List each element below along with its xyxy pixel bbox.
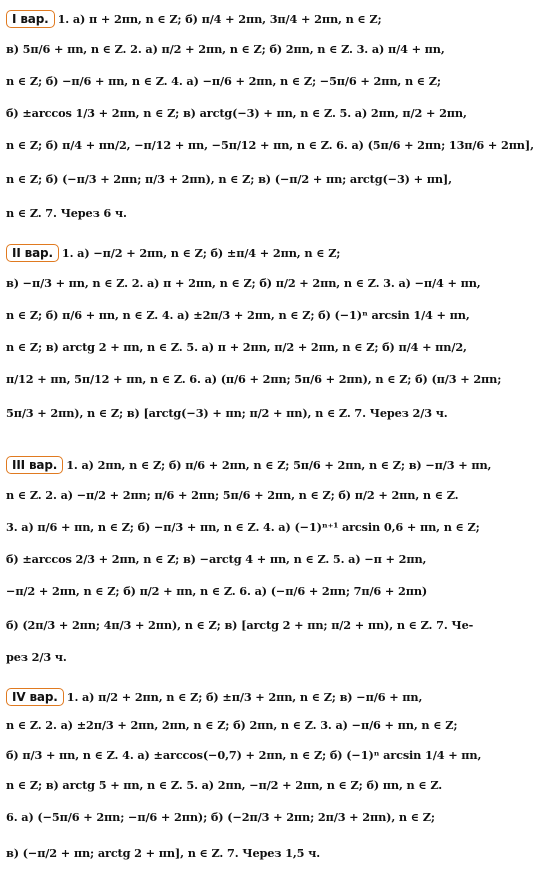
answer-line: n ∈ Z; б) π/6 + πn, n ∈ Z. 4. а) ±2π/3 + 2πn, n ∈ Z; б) (−1)ⁿ arcsin 1/4 + πn, [6,308,470,322]
answer-line: n ∈ Z. 2. а) ±2π/3 + 2πn, 2πn, n ∈ Z; б) 2πn, n ∈ Z. 3. а) −π/6 + πn, n ∈ Z; [6,718,458,732]
answer-line: б) ±arccos 2/3 + 2πn, n ∈ Z; в) −arctg 4 + πn, n ∈ Z. 5. а) −π + 2πn, [6,552,427,566]
variant-header: I вар. [6,10,55,28]
answer-line: в) 5π/6 + πn, n ∈ Z. 2. а) π/2 + 2πn, n ∈ Z; б) 2πn, n ∈ Z. 3. а) π/4 + πn, [6,42,445,56]
answer-line: n ∈ Z; б) −π/6 + πn, n ∈ Z. 4. а) −π/6 + 2πn, n ∈ Z; −5π/6 + 2πn, n ∈ Z; [6,74,441,88]
answer-line: n ∈ Z; в) arctg 5 + πn, n ∈ Z. 5. а) 2πn, −π/2 + 2πn, n ∈ Z; б) πn, n ∈ Z. [6,778,443,792]
answer-text: 1. а) π/2 + 2πn, n ∈ Z; б) ±π/3 + 2πn, n ∈ Z; в) −π/6 + πn, [66,690,423,704]
answer-text: 1. а) −π/2 + 2πn, n ∈ Z; б) ±π/4 + 2πn, n ∈ Z; [61,246,341,260]
answer-line: n ∈ Z; б) π/4 + πn/2, −π/12 + πn, −5π/12 + πn, n ∈ Z. 6. а) (5π/6 + 2πn; 13π/6 + 2πn], [6,138,534,152]
answer-line: 6. а) (−5π/6 + 2πn; −π/6 + 2πn); б) (−2π/3 + 2πn; 2π/3 + 2πn), n ∈ Z; [6,810,435,824]
answer-line: рез 2/3 ч. [6,650,67,664]
answer-line [6,10,468,28]
answer-line [6,244,468,262]
variant-header: III вар. [6,456,63,474]
answer-line [6,456,492,474]
answer-line: 5π/3 + 2πn), n ∈ Z; в) [arctg(−3) + πn; π/2 + πn), n ∈ Z. 7. Через 2/3 ч. [6,406,448,420]
answer-line: −π/2 + 2πn, n ∈ Z; б) π/2 + πn, n ∈ Z. 6. а) (−π/6 + 2πn; 7π/6 + 2πn) [6,584,428,598]
answer-line [6,688,468,706]
answer-text: 1. а) 2πn, n ∈ Z; б) π/6 + 2πn, n ∈ Z; 5π/6 + 2πn, n ∈ Z; в) −π/3 + πn, [66,458,492,472]
answer-line: n ∈ Z. 2. а) −π/2 + 2πn; π/6 + 2πn; 5π/6 + 2πn, n ∈ Z; б) π/2 + 2πn, n ∈ Z. [6,488,459,502]
variant-header: II вар. [6,244,59,262]
answer-line: π/12 + πn, 5π/12 + πn, n ∈ Z. 6. а) (π/6 + 2πn; 5π/6 + 2πn), n ∈ Z; б) (π/3 + 2πn; [6,372,502,386]
answer-line: n ∈ Z. 7. Через 6 ч. [6,206,127,220]
answer-line: n ∈ Z; в) arctg 2 + πn, n ∈ Z. 5. а) π + 2πn, π/2 + 2πn, n ∈ Z; б) π/4 + πn/2, [6,340,467,354]
answer-line: в) (−π/2 + πn; arctg 2 + πn], n ∈ Z. 7. Через 1,5 ч. [6,846,320,860]
answer-line: б) (2π/3 + 2πn; 4π/3 + 2πn), n ∈ Z; в) [arctg 2 + πn; π/2 + πn), n ∈ Z. 7. Че- [6,618,474,632]
answer-line: б) π/3 + πn, n ∈ Z. 4. а) ±arccos(−0,7) + 2πn, n ∈ Z; б) (−1)ⁿ arcsin 1/4 + πn, [6,748,482,762]
answer-line: в) −π/3 + πn, n ∈ Z. 2. а) π + 2πn, n ∈ Z; б) π/2 + 2πn, n ∈ Z. 3. а) −π/4 + πn, [6,276,481,290]
answer-line: n ∈ Z; б) (−π/3 + 2πn; π/3 + 2πn), n ∈ Z; в) (−π/2 + πn; arctg(−3) + πn], [6,172,452,186]
answer-line: б) ±arccos 1/3 + 2πn, n ∈ Z; в) arctg(−3) + πn, n ∈ Z. 5. а) 2πn, π/2 + 2πn, [6,106,467,120]
answer-line: 3. а) π/6 + πn, n ∈ Z; б) −π/3 + πn, n ∈ Z. 4. а) (−1)ⁿ⁺¹ arcsin 0,6 + πn, n ∈ Z; [6,520,480,534]
variant-header: IV вар. [6,688,64,706]
answer-text: 1. а) π + 2πn, n ∈ Z; б) π/4 + 2πn, 3π/4 + 2πn, n ∈ Z; [57,12,382,26]
